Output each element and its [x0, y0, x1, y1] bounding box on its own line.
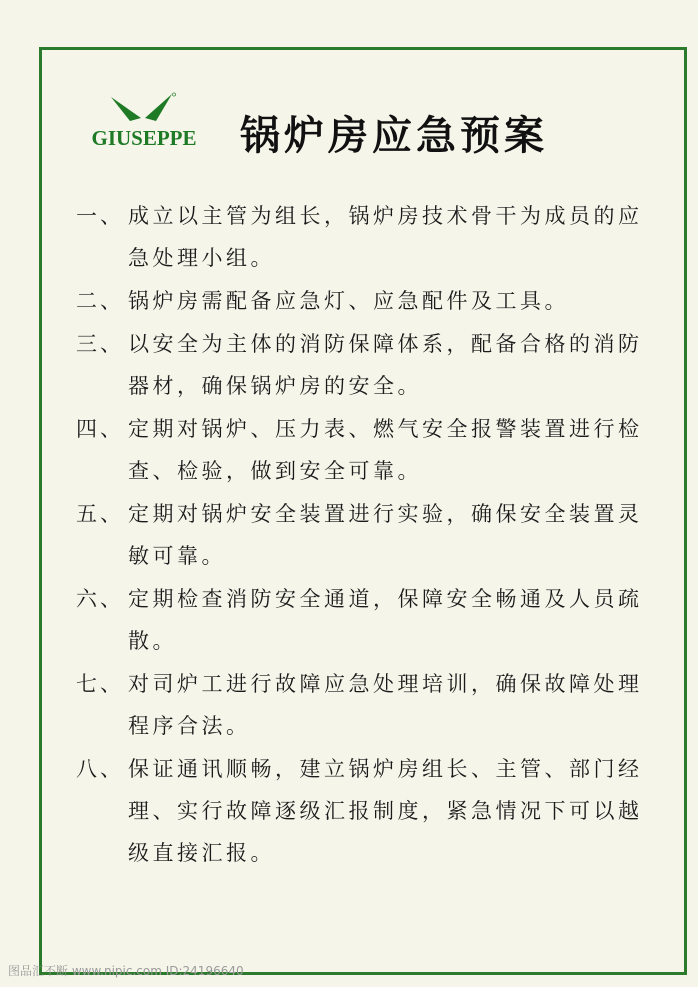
plan-item-number: 六、 [76, 587, 124, 611]
watermark-text: 图品汇不断 www.nipic.com ID:24196640 [8, 964, 244, 978]
plan-item [76, 323, 664, 407]
plan-item-text: 保证通讯顺畅，建立锅炉房组长、主管、部门经理、实行故障逐级汇报制度，紧急情况下可以越级直接汇报。 [128, 757, 643, 865]
plan-item [76, 663, 664, 747]
plan-item [76, 578, 664, 662]
plan-item [76, 408, 664, 492]
plan-item [76, 195, 664, 279]
bowtie-logo-icon [108, 92, 178, 126]
plan-item-number: 八、 [76, 757, 124, 781]
plan-item-text: 成立以主管为组长，锅炉房技术骨干为成员的应急处理小组。 [128, 204, 643, 270]
plan-item-number: 一、 [76, 204, 124, 228]
plan-item-number: 四、 [76, 417, 124, 441]
plan-item-text: 锅炉房需配备应急灯、应急配件及工具。 [128, 289, 569, 313]
plan-item-number: 七、 [76, 672, 124, 696]
plan-item-text: 以安全为主体的消防保障体系，配备合格的消防器材，确保锅炉房的安全。 [128, 332, 643, 398]
plan-item-text: 定期对锅炉安全装置进行实验，确保安全装置灵敏可靠。 [128, 502, 643, 568]
plan-item-number: 五、 [76, 502, 124, 526]
plan-item [76, 748, 664, 874]
plan-item-number: 三、 [76, 332, 124, 356]
plan-item-text: 定期检查消防安全通道，保障安全畅通及人员疏散。 [128, 587, 643, 653]
page-title: 锅炉房应急预案 [240, 112, 548, 159]
plan-item [76, 280, 664, 322]
plan-item-list [76, 195, 664, 874]
plan-item-text: 对司炉工进行故障应急处理培训，确保故障处理程序合法。 [128, 672, 643, 738]
plan-item-number: 二、 [76, 289, 124, 313]
plan-item-text: 定期对锅炉、压力表、燃气安全报警装置进行检查、检验，做到安全可靠。 [128, 417, 643, 483]
brand-name: GIUSEPPE [91, 126, 197, 150]
plan-item [76, 493, 664, 577]
brand-logo [80, 92, 208, 154]
